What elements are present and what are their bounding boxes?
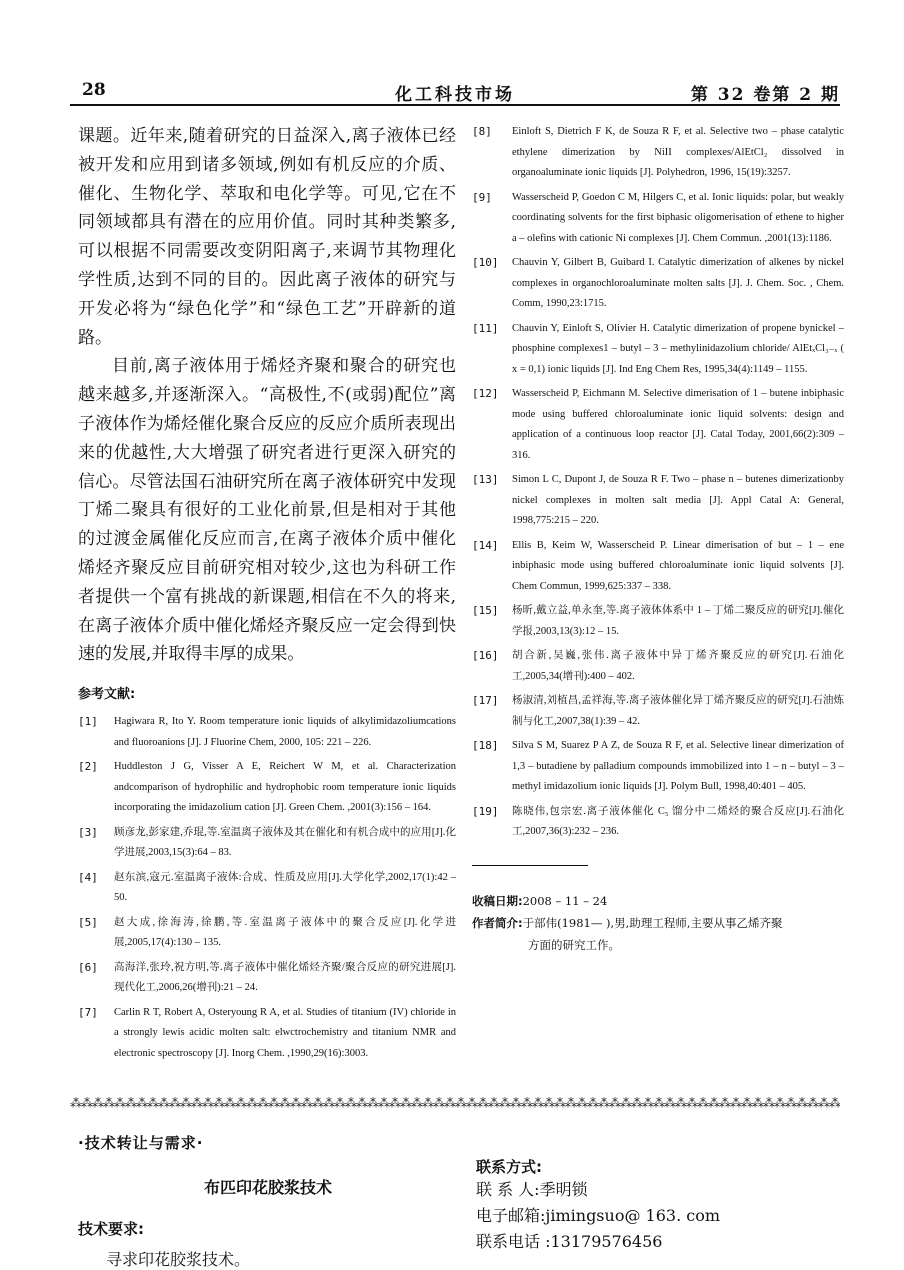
reference-text: Silva S M, Suarez P A Z, de Souza R F, et al. Selective linear dimerization of 1,3 – butadiene by palladium compounds immobilized into 1 – n – butyl – 3 – methyl imidazolium ionic liquids [J]. Polym Bull, 1998,40:401 – 405. (512, 740, 844, 792)
reference-text: 陈晓伟,包宗宏.离子液体催化 C₅ 馏分中二烯烃的聚合反应[J].石油化工,2007,36(3):232 – 236. (512, 805, 844, 837)
reference-text: Wasserscheid P, Eichmann M. Selective dimerisation of 1 – butene inbiphasic mode using buffered chloroaluminate ionic liquid solvents: design and application of a continuous loop reactor [J]. Catal Today, 2001,66(2):309 – 316. (512, 388, 844, 461)
reference-item (472, 188, 844, 250)
reference-text: Einloft S, Dietrich F K, de Souza R F, et al. Selective two – phase catalytic ethylene dimerization by NiII complexes/AlEtCl₂ dissolved in organoaluminate ionic liquids [J]. Polyhedron, 1996, 15(19):3257. (512, 126, 844, 178)
ad-right-block (476, 1156, 856, 1255)
reference-number: [2] (78, 760, 98, 774)
reference-number: [17] (472, 694, 499, 707)
reference-number: [16] (472, 649, 499, 662)
reference-number: [9] (472, 190, 492, 204)
reference-number: [3] (78, 825, 98, 839)
reference-list-right (472, 122, 844, 843)
reference-item (78, 958, 456, 999)
author-bio-continued: 方面的研究工作。 (528, 937, 620, 952)
journal-name: 化工科技市场 (395, 85, 515, 105)
reference-text: Carlin R T, Robert A, Osteryoung R A, et al. Studies of titanium (IV) chloride in a strongly lewis acidic molten salt: elwctrochemistry and titanium NMR and electronic spectroscopy [J]. Inorg Chem. ,1990,29(16):3003. (114, 1006, 456, 1059)
reference-text: Chauvin Y, Einloft S, Olivier H. Catalytic dimerization of propene bynickel – phosphine complexes1 – butyl – 3 – methylinidazolium chloride/ AlEtₓCl₃₋ₓ ( x = 0,1) ionic liquids [J]. Ind Eng Chem Res, 1995,34(4):1149 – 1155. (512, 322, 844, 375)
reference-item (78, 868, 456, 909)
reference-item (472, 253, 844, 315)
received-date: 收稿日期:2008 – 11 – 24 (472, 893, 608, 908)
body-paragraph-2: 目前,离子液体用于烯烃齐聚和聚合的研究也越来越多,并逐渐深入。“高极性,不(或弱)配位”离子液体作为烯烃催化聚合反应的反应介质所表现出来的优越性,大大增强了研究者进行更深入研究的信心。尽管法国石油研究所在离子液体研究中发现丁烯二聚具有很好的工业化前景,但是相对于其他的过渡金属催化反应而言,在离子液体介质中催化烯烃齐聚反应目前研究相对较少,这也为科研工作者提供一个富有挑战的新课题,相信在不久的将来,在离子液体介质中催化烯烃齐聚反应一定会得到快速的发展,并取得丰厚的成果。 (78, 356, 456, 665)
page-number: 28 (82, 80, 106, 100)
reference-list-left (78, 712, 456, 1064)
reference-item (472, 802, 844, 843)
reference-number: [5] (78, 915, 98, 929)
ad-phone: 联系电话 :13179576456 (476, 1232, 663, 1251)
reference-text: Huddleston J G, Visser A E, Reichert W M, et al. Characterization andcomparison of hydrophilic and hydrophobic room temperature ionic liquids incorporating the imidazolium cation [J]. Green Chem. ,2001(3):156 – 164. (114, 761, 456, 814)
ad-requirement-text: 寻求印花胶浆技术。 (106, 1250, 251, 1269)
reference-text: Hagiwara R, Ito Y. Room temperature ionic liquids of alkylimidazoliumcations and fluoroanions [J]. J Fluorine Chem, 2000, 105: 221 – 226. (114, 716, 456, 748)
reference-text: Wasserscheid P, Goedon C M, Hilgers C, et al. Ionic liquids: polar, but weakly coordinating solvents for the first biphasic oligomerisation of ethene to higher a – olefins with cationic Ni complexes [J]. Chem Commun. ,2001(13):1186. (512, 191, 844, 244)
ad-title: 布匹印花胶浆技术 (203, 1178, 332, 1197)
reference-number: [1] (78, 715, 98, 729)
reference-number: [8] (472, 125, 492, 138)
ad-contact-person: 联 系 人:季明锁 (476, 1180, 588, 1199)
footnote-rule (472, 865, 588, 866)
reference-item (78, 712, 456, 753)
ad-contact-label: 联系方式: (476, 1158, 542, 1176)
issue-label: 第 32 卷第 2 期 (690, 85, 840, 105)
reference-item (472, 470, 844, 532)
body-paragraph-1: 课题。近年来,随着研究的日益深入,离子液体已经被开发和应用到诸多领域,例如有机反应的介质、催化、生物化学、萃取和电化学等。可见,它在不同领域都具有潜在的应用价值。同时其种类繁多,可以根据不同需要改变阴阳离子,来调节其物理化学性质,达到不同的目的。因此离子液体的研究与开发必将为“绿色化学”和“绿色工艺”开辟新的道路。 (78, 126, 456, 348)
reference-text: 杨淑清,刘植昌,孟祥海,等.离子液体催化异丁烯齐聚反应的研究[J].石油炼制与化工,2007,38(1):39 – 42. (512, 695, 844, 727)
reference-item (472, 691, 844, 732)
references-heading: 参考文献: (78, 687, 136, 703)
reference-text: 胡合新,吴巍,张伟.离子液体中异丁烯齐聚反应的研究[J].石油化工,2005,34(增刊):400 – 402. (512, 650, 844, 682)
reference-item (78, 913, 456, 954)
reference-number: [15] (472, 604, 499, 617)
reference-item (78, 757, 456, 819)
reference-text: 杨昕,戴立益,单永奎,等.离子液体体系中 1 – 丁烯二聚反应的研究[J].催化学报,2003,13(3):12 – 15. (512, 605, 844, 637)
reference-text: Simon L C, Dupont J, de Souza R F. Two – phase n – butenes dimerizationby nickel complexes in molten salt media [J]. Appl Catal A: General, 1998,775:215 – 220. (512, 474, 844, 526)
right-column (472, 122, 844, 956)
reference-text: 顾彦龙,彭家建,乔琨,等.室温离子液体及其在催化和有机合成中的应用[J].化学进展,2003,15(3):64 – 83. (114, 826, 456, 859)
ornament-divider: ⁂⁂⁂⁂⁂⁂⁂⁂⁂⁂⁂⁂⁂⁂⁂⁂⁂⁂⁂⁂⁂⁂⁂⁂⁂⁂⁂⁂⁂⁂⁂⁂⁂⁂⁂⁂⁂⁂⁂⁂⁂⁂⁂⁂⁂⁂⁂⁂⁂⁂⁂⁂⁂⁂⁂⁂⁂⁂⁂⁂⁂⁂⁂⁂⁂⁂⁂⁂⁂⁂ (70, 1096, 840, 1110)
ad-email: 电子邮箱:jimingsuo@ 163. com (476, 1206, 721, 1225)
reference-number: [7] (78, 1005, 98, 1019)
reference-number: [19] (472, 804, 499, 818)
reference-text: Ellis B, Keim W, Wasserscheid P. Linear dimerisation of but – 1 – ene inbiphasic mode using buffered chloroaluminate ionic liquid solvents [J]. Chem Commun, 1999,625:337 – 338. (512, 539, 844, 592)
reference-number: [14] (472, 538, 499, 552)
reference-item (472, 601, 844, 642)
reference-number: [4] (78, 870, 98, 884)
reference-item (472, 646, 844, 687)
ad-left-block (78, 1132, 468, 1270)
reference-number: [6] (78, 960, 98, 974)
reference-number: [13] (472, 473, 499, 486)
reference-item (78, 1003, 456, 1065)
article-meta (472, 890, 844, 956)
reference-text: Chauvin Y, Gilbert B, Guibard I. Catalytic dimerization of alkenes by nickel complexes in organochloroaluminate molten salts [J]. J. Chem. Soc. , Chem. Comm, 1990,23:1715. (512, 257, 844, 309)
reference-text: 高海洋,张玲,祝方明,等.离子液体中催化烯烃齐聚/聚合反应的研究进展[J].现代化工,2006,26(增刊):21 – 24. (114, 961, 456, 994)
reference-number: [11] (472, 321, 499, 335)
reference-text: 赵大成,徐海涛,徐鹏,等.室温离子液体中的聚合反应[J].化学进展,2005,17(4):130 – 135. (114, 916, 456, 949)
reference-number: [10] (472, 256, 499, 269)
reference-item (472, 319, 844, 381)
page-header (70, 78, 840, 104)
reference-item (472, 122, 844, 184)
reference-item (472, 384, 844, 466)
reference-item (472, 536, 844, 598)
ad-requirement-label: 技术要求: (78, 1220, 144, 1238)
header-rule (70, 104, 840, 106)
author-bio: 作者简介:于部伟(1981— ),男,助理工程师,主要从事乙烯齐聚 (472, 915, 783, 930)
reference-number: [12] (472, 387, 499, 400)
reference-number: [18] (472, 739, 499, 752)
left-column (78, 122, 456, 1068)
reference-item (472, 736, 844, 798)
reference-text: 赵东滨,寇元.室温离子液体:合成、性质及应用[J].大学化学,2002,17(1):42 – 50. (114, 871, 456, 904)
reference-item (78, 823, 456, 864)
ad-section-title: ·技术转让与需求· (78, 1134, 204, 1152)
